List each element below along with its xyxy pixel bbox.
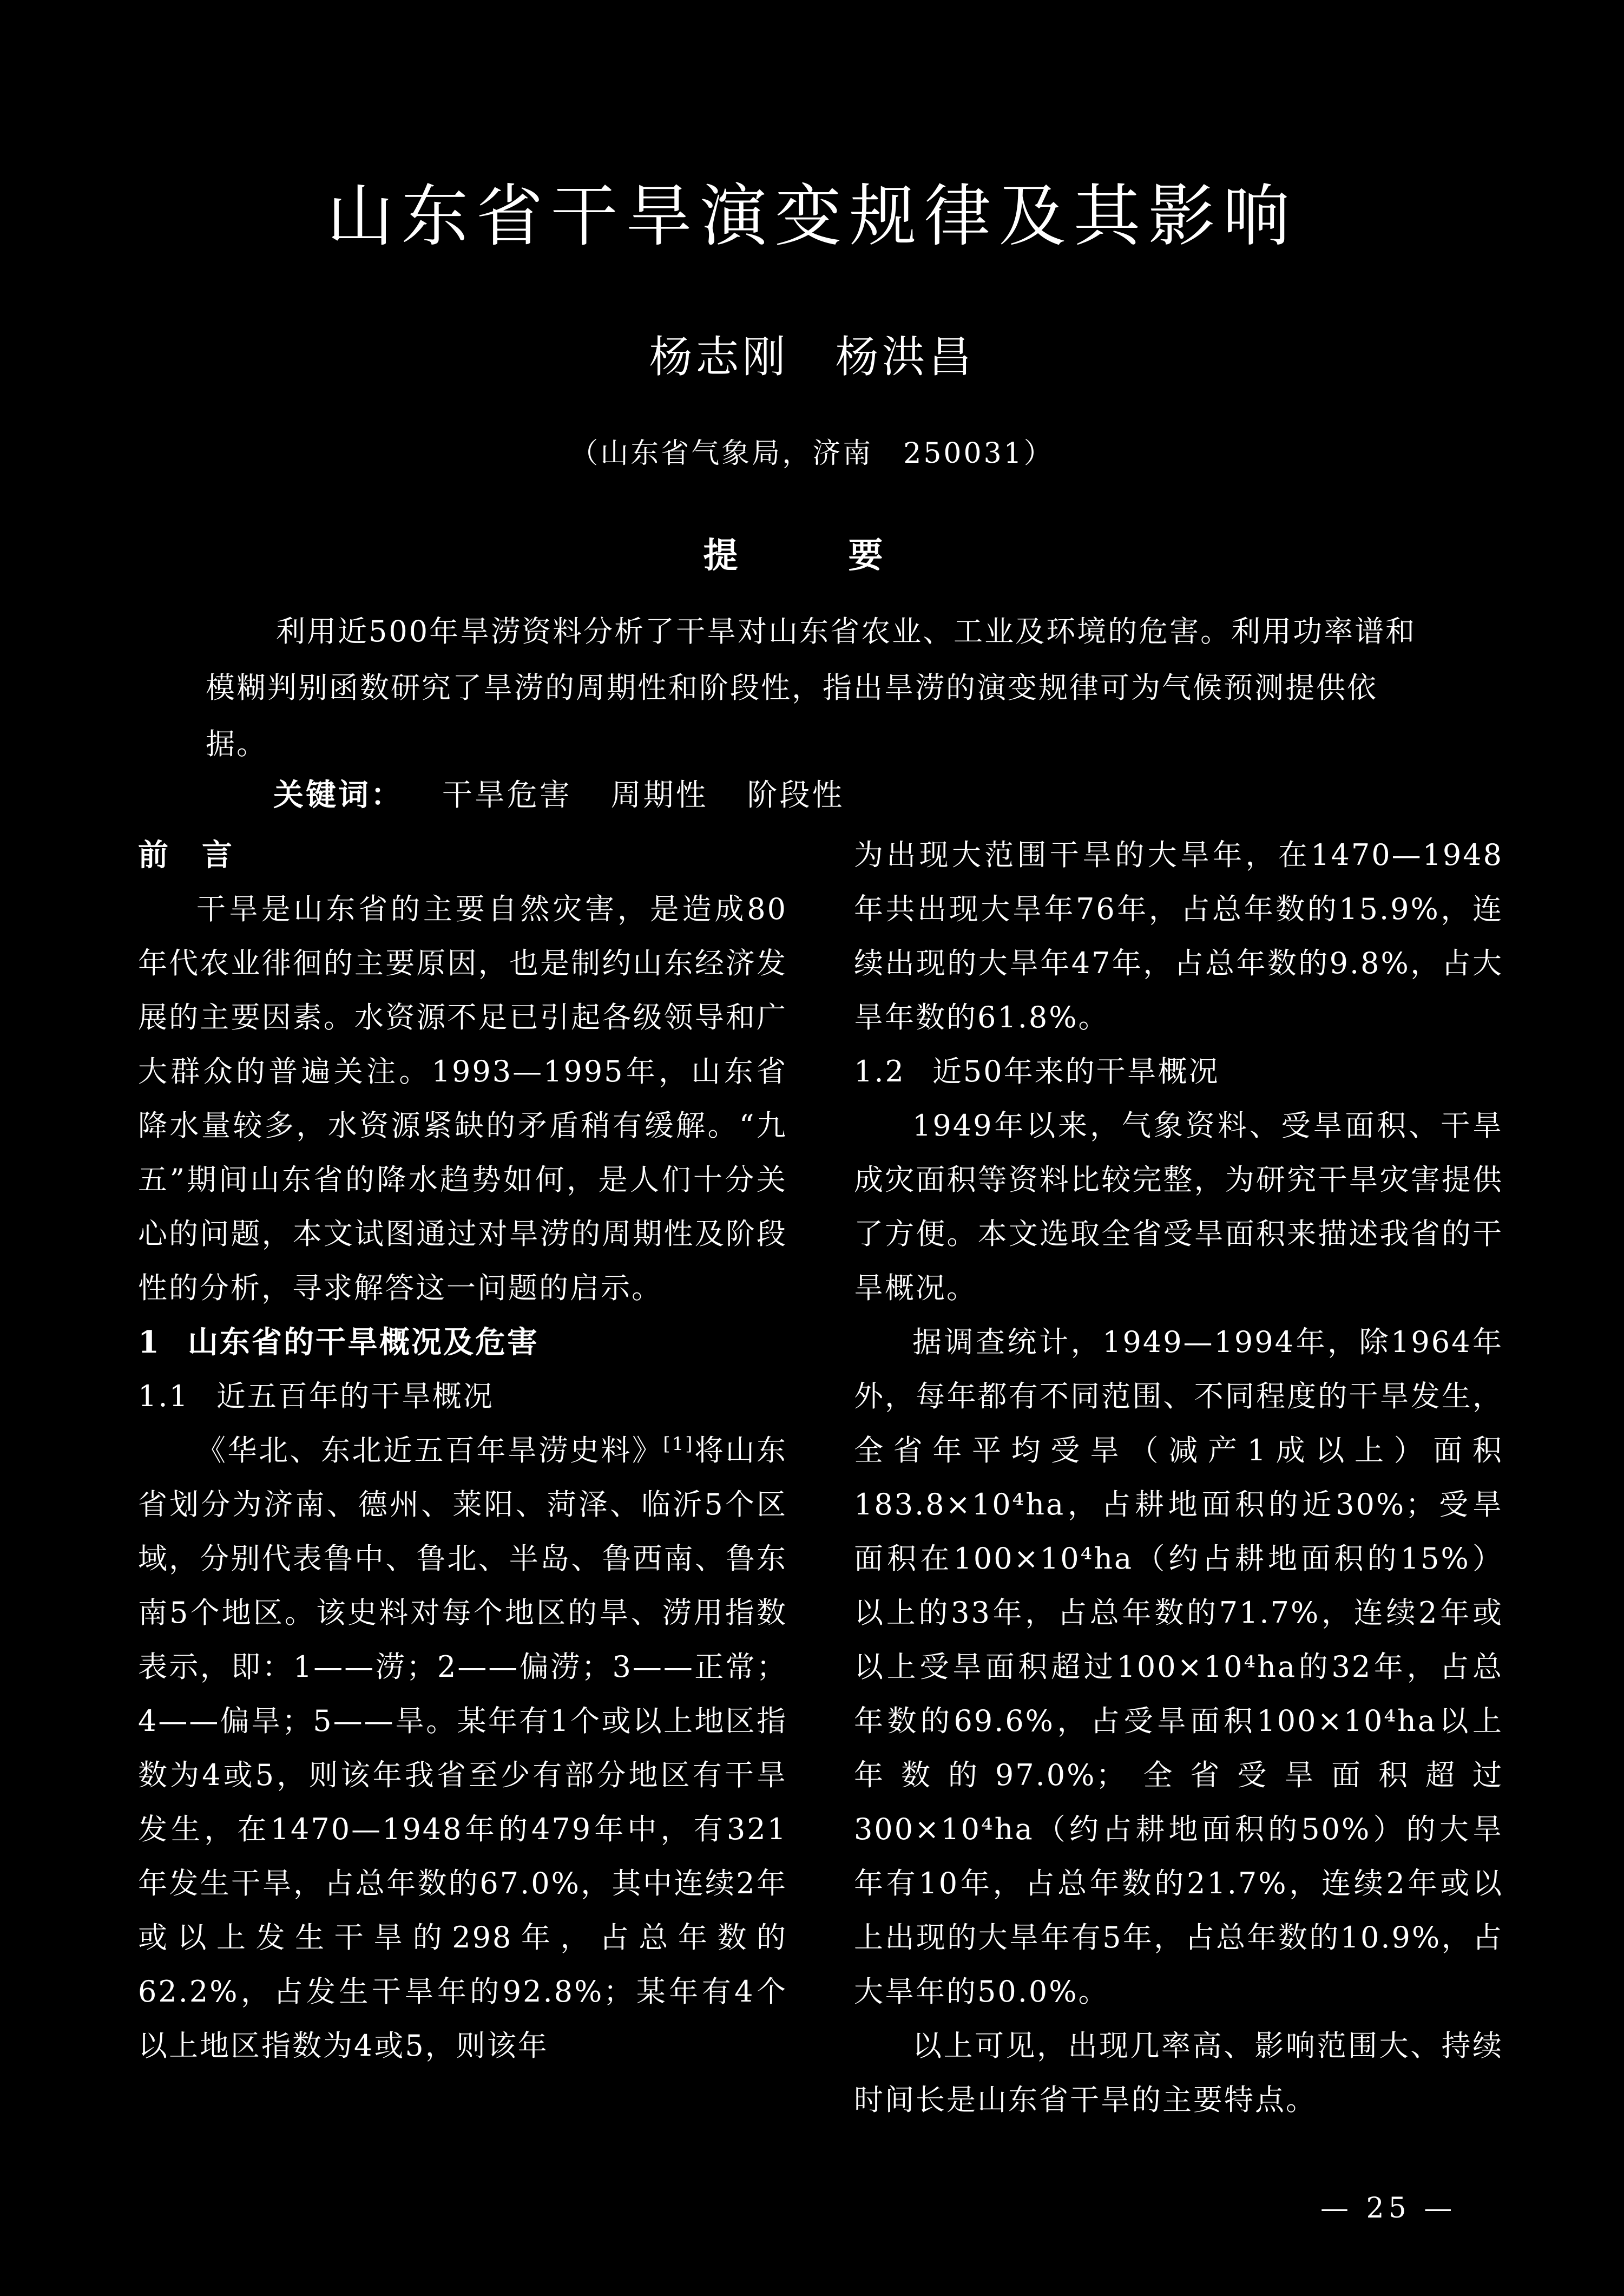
right-column: [854, 828, 1503, 2127]
keywords: [273, 771, 871, 815]
section-1-1-paragraph: [138, 1423, 787, 2073]
authors: 杨志刚 杨洪昌: [649, 332, 975, 382]
reference-marker: [1]: [663, 1433, 694, 1455]
left-column: [138, 828, 787, 2073]
section-1-2-paragraph-3: 以上可见，出现几率高、影响范围大、持续时间长是山东省干旱的主要特点。: [854, 2029, 1503, 2117]
keyword: 干旱危害: [442, 778, 572, 813]
section-1-1-heading: [138, 1369, 787, 1423]
page-number: — 25 —: [1320, 2192, 1457, 2225]
section-number: 1.2: [854, 1054, 905, 1088]
preface-paragraph: 干旱是山东省的主要自然灾害，是造成80年代农业徘徊的主要原因，也是制约山东经济发展的主要因素。水资源不足已引起各级领导和广大群众的普遍关注。1993—1995年，山东省降水量较多，水资源紧缺的矛盾稍有缓解。“九五”期间山东省的降水趋势如何，是人们十分关心的问题，本文试图通过对旱涝的周期性及阶段性的分析，寻求解答这一问题的启示。: [138, 892, 787, 1305]
section-title: 近50年来的干旱概况: [932, 1054, 1220, 1088]
section-number: 1: [138, 1324, 161, 1360]
section-1-heading: [138, 1315, 787, 1369]
section-1-2-paragraph-2: 据调查统计，1949—1994年，除1964年外，每年都有不同范围、不同程度的干旱发生，全省年平均受旱（减产1成以上）面积183.8×10⁴ha，占耕地面积的近30%；受旱面积在100×10⁴ha（约占耕地面积的15%）以上的33年，占总年数的71.7%，连续2年或以上受旱面积超过100×10⁴ha的32年，占总年数的69.6%，占受旱面积100×10⁴ha以上年数的97.0%；全省受旱面积超过300×10⁴ha（约占耕地面积的50%）的大旱年有10年，占总年数的21.7%，连续2年或以上出现的大旱年有5年，占总年数的10.9%，占大旱年的50.0%。: [854, 1325, 1503, 2009]
paper-title: 山东省干旱演变规律及其影响: [326, 178, 1298, 255]
section-number: 1.1: [138, 1379, 189, 1413]
section-title: 近五百年的干旱概况: [216, 1379, 494, 1413]
section-title: 山东省的干旱概况及危害: [187, 1324, 539, 1360]
continued-paragraph: 为出现大范围干旱的大旱年，在1470—1948年共出现大旱年76年，占总年数的15.9%，连续出现的大旱年47年，占总年数的9.8%，占大旱年数的61.8%。: [854, 838, 1503, 1034]
paragraph-body: 将山东省划分为济南、德州、莱阳、菏泽、临沂5个区域，分别代表鲁中、鲁北、半岛、鲁西南、鲁东南5个地区。该史料对每个地区的旱、涝用指数表示，即：1——涝；2——偏涝；3——正常；4——偏旱；5——旱。某年有1个或以上地区指数为4或5，则该年我省至少有部分地区有干旱发生，在1470—1948年的479年中，有321年发生干旱，占总年数的67.0%，其中连续2年或以上发生干旱的298年，占总年数的62.2%，占发生干旱年的92.8%；某年有4个以上地区指数为4或5，则该年: [138, 1433, 788, 2063]
abstract-text: 利用近500年旱涝资料分析了干旱对山东省农业、工业及环境的危害。利用功率谱和模糊判别函数研究了旱涝的周期性和阶段性，指出旱涝的演变规律可为气候预测提供依据。: [206, 614, 1417, 761]
abstract-heading: 提 要: [703, 535, 921, 576]
preface-heading: 前 言: [138, 837, 234, 873]
section-1-2-heading: [854, 1045, 1503, 1099]
keywords-label: 关键词：: [273, 777, 403, 813]
cited-work: 《华北、东北近五百年旱涝史料》: [196, 1433, 663, 1467]
keyword: 阶段性: [747, 778, 845, 813]
keyword: 周期性: [610, 778, 708, 813]
affiliation: （山东省气象局，济南 250031）: [570, 437, 1054, 470]
section-1-2-paragraph-1: 1949年以来，气象资料、受旱面积、干旱成灾面积等资料比较完整，为研究干旱灾害提供了方便。本文选取全省受旱面积来描述我省的干旱概况。: [854, 1108, 1503, 1305]
